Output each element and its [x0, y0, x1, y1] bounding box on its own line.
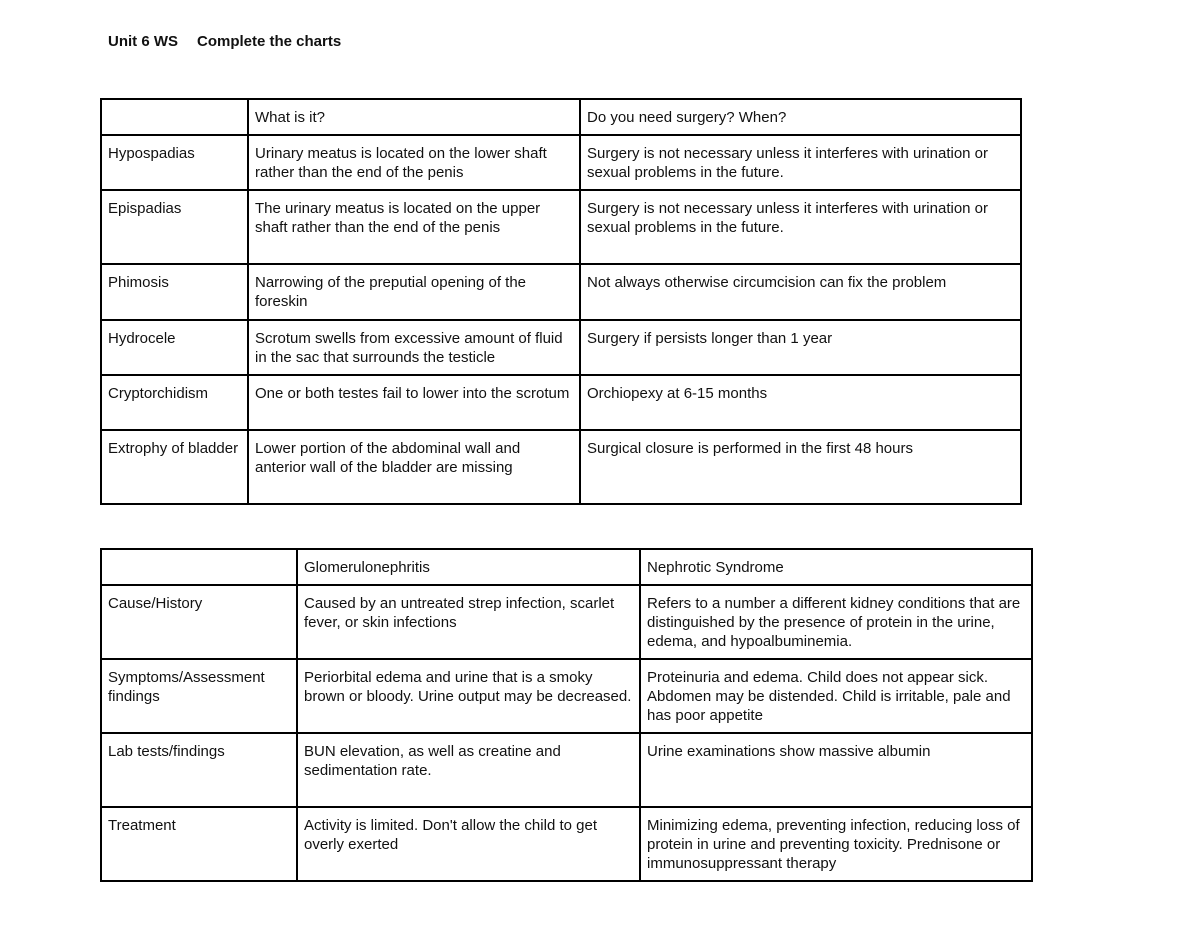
header-cell-glomerulonephritis: Glomerulonephritis [297, 549, 640, 585]
glomerulonephritis-cell: BUN elevation, as well as creatine and sedimentation rate. [297, 733, 640, 807]
header-cell-blank [101, 99, 248, 135]
row-label: Treatment [101, 807, 297, 881]
row-label: Symptoms/Assessment findings [101, 659, 297, 733]
row-label: Cause/History [101, 585, 297, 659]
surgery-cell: Orchiopexy at 6-15 months [580, 375, 1021, 430]
table-header-row [101, 99, 1021, 135]
glomerulonephritis-cell: Activity is limited. Don't allow the child to get overly exerted [297, 807, 640, 881]
row-label: Extrophy of bladder [101, 430, 248, 504]
row-label: Hypospadias [101, 135, 248, 190]
row-label: Hydrocele [101, 320, 248, 375]
genital-disorders-table [100, 98, 1022, 505]
table-row [101, 807, 1032, 881]
definition-cell: The urinary meatus is located on the upper shaft rather than the end of the penis [248, 190, 580, 264]
header-cell-blank [101, 549, 297, 585]
nephrotic-syndrome-cell: Proteinuria and edema. Child does not appear sick. Abdomen may be distended. Child is irritable, pale and has poor appetite [640, 659, 1032, 733]
row-label: Cryptorchidism [101, 375, 248, 430]
unit-label: Unit 6 WS [108, 33, 178, 50]
definition-cell: Narrowing of the preputial opening of the foreskin [248, 264, 580, 320]
table-row [101, 585, 1032, 659]
table-row [101, 264, 1021, 320]
table-row [101, 659, 1032, 733]
table-row [101, 733, 1032, 807]
table-row [101, 375, 1021, 430]
surgery-cell: Surgery is not necessary unless it interferes with urination or sexual problems in the future. [580, 135, 1021, 190]
table-row [101, 430, 1021, 504]
definition-cell: Scrotum swells from excessive amount of fluid in the sac that surrounds the testicle [248, 320, 580, 375]
row-label: Lab tests/findings [101, 733, 297, 807]
nephrotic-syndrome-cell: Refers to a number a different kidney conditions that are distinguished by the presence of protein in the urine, edema, and hypoalbuminemia. [640, 585, 1032, 659]
nephrotic-syndrome-cell: Urine examinations show massive albumin [640, 733, 1032, 807]
worksheet-heading [108, 33, 341, 50]
surgery-cell: Surgical closure is performed in the first 48 hours [580, 430, 1021, 504]
header-cell-nephrotic-syndrome: Nephrotic Syndrome [640, 549, 1032, 585]
instruction-label: Complete the charts [197, 33, 342, 50]
definition-cell: Lower portion of the abdominal wall and anterior wall of the bladder are missing [248, 430, 580, 504]
glomerulonephritis-cell: Caused by an untreated strep infection, scarlet fever, or skin infections [297, 585, 640, 659]
table-row [101, 320, 1021, 375]
table-row [101, 190, 1021, 264]
definition-cell: Urinary meatus is located on the lower shaft rather than the end of the penis [248, 135, 580, 190]
nephrotic-syndrome-cell: Minimizing edema, preventing infection, reducing loss of protein in urine and preventing toxicity. Prednisone or immunosuppressant therapy [640, 807, 1032, 881]
definition-cell: One or both testes fail to lower into the scrotum [248, 375, 580, 430]
glomerulonephritis-cell: Periorbital edema and urine that is a smoky brown or bloody. Urine output may be decreased. [297, 659, 640, 733]
row-label: Phimosis [101, 264, 248, 320]
surgery-cell: Not always otherwise circumcision can fix the problem [580, 264, 1021, 320]
table-row [101, 135, 1021, 190]
surgery-cell: Surgery is not necessary unless it interferes with urination or sexual problems in the future. [580, 190, 1021, 264]
kidney-disorders-table [100, 548, 1033, 882]
header-cell-surgery: Do you need surgery? When? [580, 99, 1021, 135]
surgery-cell: Surgery if persists longer than 1 year [580, 320, 1021, 375]
header-cell-what-is-it: What is it? [248, 99, 580, 135]
row-label: Epispadias [101, 190, 248, 264]
table-header-row [101, 549, 1032, 585]
